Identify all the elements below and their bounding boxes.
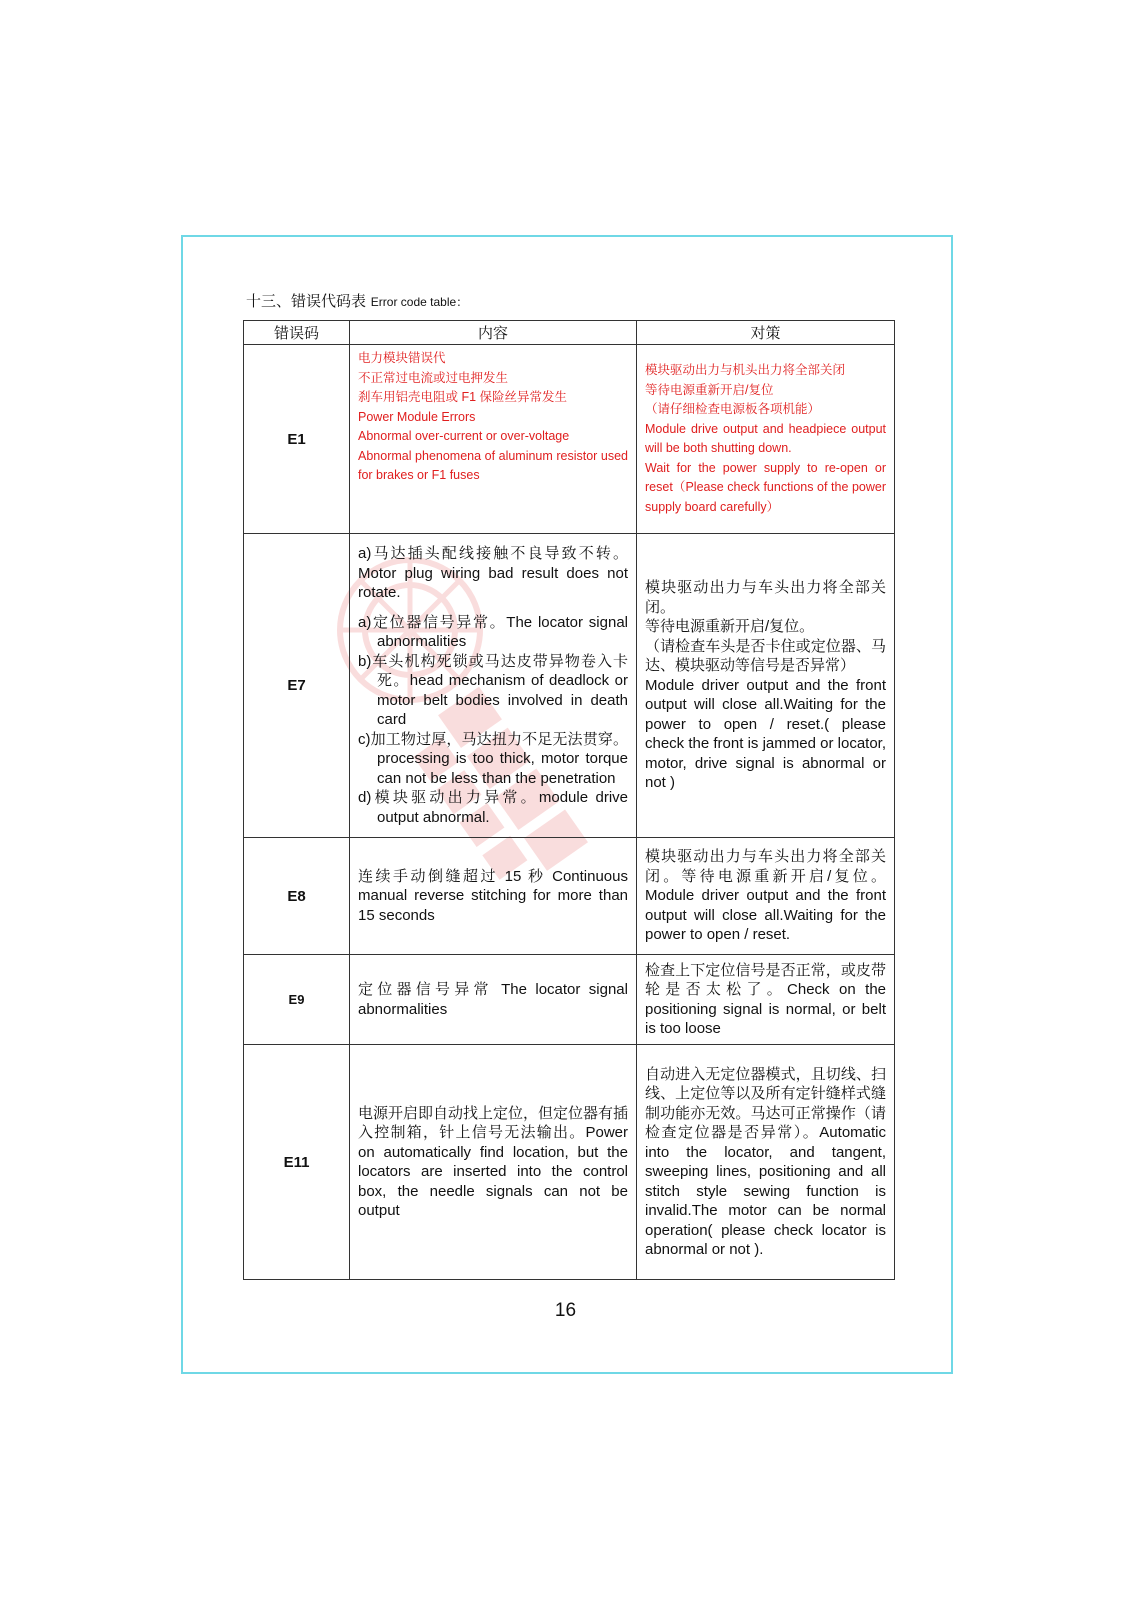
action-line: Module driver output and the front output will close all.Waiting for the power to open / reset.( please check the front is jammed or locator, motor, drive signal is abnormal or not ) bbox=[645, 676, 886, 792]
content-line: Power Module Errors bbox=[358, 409, 476, 424]
action-line: 自动进入无定位器模式，且切线、扫线、上定位等以及所有定针缝样式缝制功能亦无效。马达可正常操作（请检查定位器是否异常）。Automatic into the locator, and tangent, sweeping lines, positioning and all stitch style sewing function is invalid.The motor can be normal operation( please check locator is abnormal or not ). bbox=[645, 1065, 886, 1258]
error-action bbox=[637, 838, 895, 955]
error-content bbox=[350, 1045, 637, 1280]
error-content bbox=[350, 345, 637, 534]
content-line: Abnormal over-current or over-voltage bbox=[358, 429, 570, 443]
action-line: 模块驱动出力与机头出力将全部关闭 bbox=[645, 363, 846, 377]
error-code: E1 bbox=[244, 345, 350, 534]
error-action bbox=[637, 955, 895, 1045]
action-line: 模块驱动出力与车头出力将全部关闭。 bbox=[645, 579, 886, 616]
table-row-e9 bbox=[244, 955, 895, 1045]
action-line: 等待电源重新开启/复位 bbox=[645, 382, 774, 397]
heading-en: Error code table： bbox=[370, 295, 469, 309]
error-code-table bbox=[243, 320, 895, 1280]
header-action: 对策 bbox=[637, 321, 895, 345]
content-line: c)加工物过厚，马达扭力不足无法贯穿。processing is too thick, motor torque can not be less than the penetration bbox=[358, 730, 628, 787]
content-line: 不正常过电流或过电押发生 bbox=[358, 370, 509, 385]
error-content bbox=[350, 838, 637, 955]
error-content bbox=[350, 534, 637, 838]
heading-cn: 十三、错误代码表 bbox=[246, 292, 367, 310]
content-line: d)模块驱动出力异常。module drive output abnormal. bbox=[358, 789, 628, 826]
content-line: 电力模块错误代 bbox=[358, 351, 446, 365]
action-line: 模块驱动出力与车头出力将全部关闭。等待电源重新开启/复位。Module driver output and the front output will close all.Waiting for the power to open / reset. bbox=[645, 848, 886, 944]
table-header-row bbox=[244, 321, 895, 345]
action-line: Wait for the power supply to re-open or reset（Please check functions of the power supply board carefully） bbox=[645, 460, 886, 514]
error-code: E8 bbox=[244, 838, 350, 955]
error-action bbox=[637, 1045, 895, 1280]
table-row-e11 bbox=[244, 1045, 895, 1280]
table-row-e8 bbox=[244, 838, 895, 955]
action-line: 等待电源重新开启/复位。 bbox=[645, 618, 815, 636]
table-row-e7 bbox=[244, 534, 895, 838]
header-content: 内容 bbox=[350, 321, 637, 345]
header-code: 错误码 bbox=[244, 321, 350, 345]
section-heading bbox=[246, 290, 468, 311]
error-content bbox=[350, 955, 637, 1045]
error-code: E7 bbox=[244, 534, 350, 838]
action-line: （请检查车头是否卡住或定位器、马达、模块驱动等信号是否异常） bbox=[645, 637, 886, 675]
content-line: 电源开启即自动找上定位，但定位器有插入控制箱，针上信号无法输出。Power on automatically find location, but the locators are inserted into the control box, the needle signals can not be output bbox=[358, 1104, 629, 1219]
action-line: 检查上下定位信号是否正常，或皮带轮是否太松了。Check on the positioning signal is normal, or belt is too loose bbox=[645, 961, 886, 1037]
action-line: Module drive output and headpiece output will be both shutting down. bbox=[645, 421, 886, 455]
content-line: 刹车用铝壳电阻或 F1 保险丝异常发生 bbox=[358, 390, 568, 404]
error-action bbox=[637, 345, 895, 534]
content-line: b)车头机构死锁或马达皮带异物卷入卡死。head mechanism of deadlock or motor belt bodies involved in death card bbox=[358, 652, 628, 728]
page-number: 16 bbox=[554, 1300, 577, 1321]
action-line: （请仔细检查电源板各项机能） bbox=[645, 402, 821, 416]
error-code: E11 bbox=[244, 1045, 350, 1280]
content-line: Abnormal phenomena of aluminum resistor used for brakes or F1 fuses bbox=[358, 448, 628, 482]
content-line: 定位器信号异常 The locator signal abnormalities bbox=[358, 981, 628, 1018]
content-line: a)定位器信号异常。The locator signal abnormalities bbox=[358, 613, 628, 650]
table-row-e1 bbox=[244, 345, 895, 534]
error-action bbox=[637, 534, 895, 838]
error-code: E9 bbox=[244, 955, 350, 1045]
content-line: a)马达插头配线接触不良导致不转。Motor plug wiring bad result does not rotate. bbox=[358, 545, 628, 601]
content-line: 连续手动倒缝超过 15 秒 Continuous manual reverse stitching for more than 15 seconds bbox=[358, 867, 628, 924]
